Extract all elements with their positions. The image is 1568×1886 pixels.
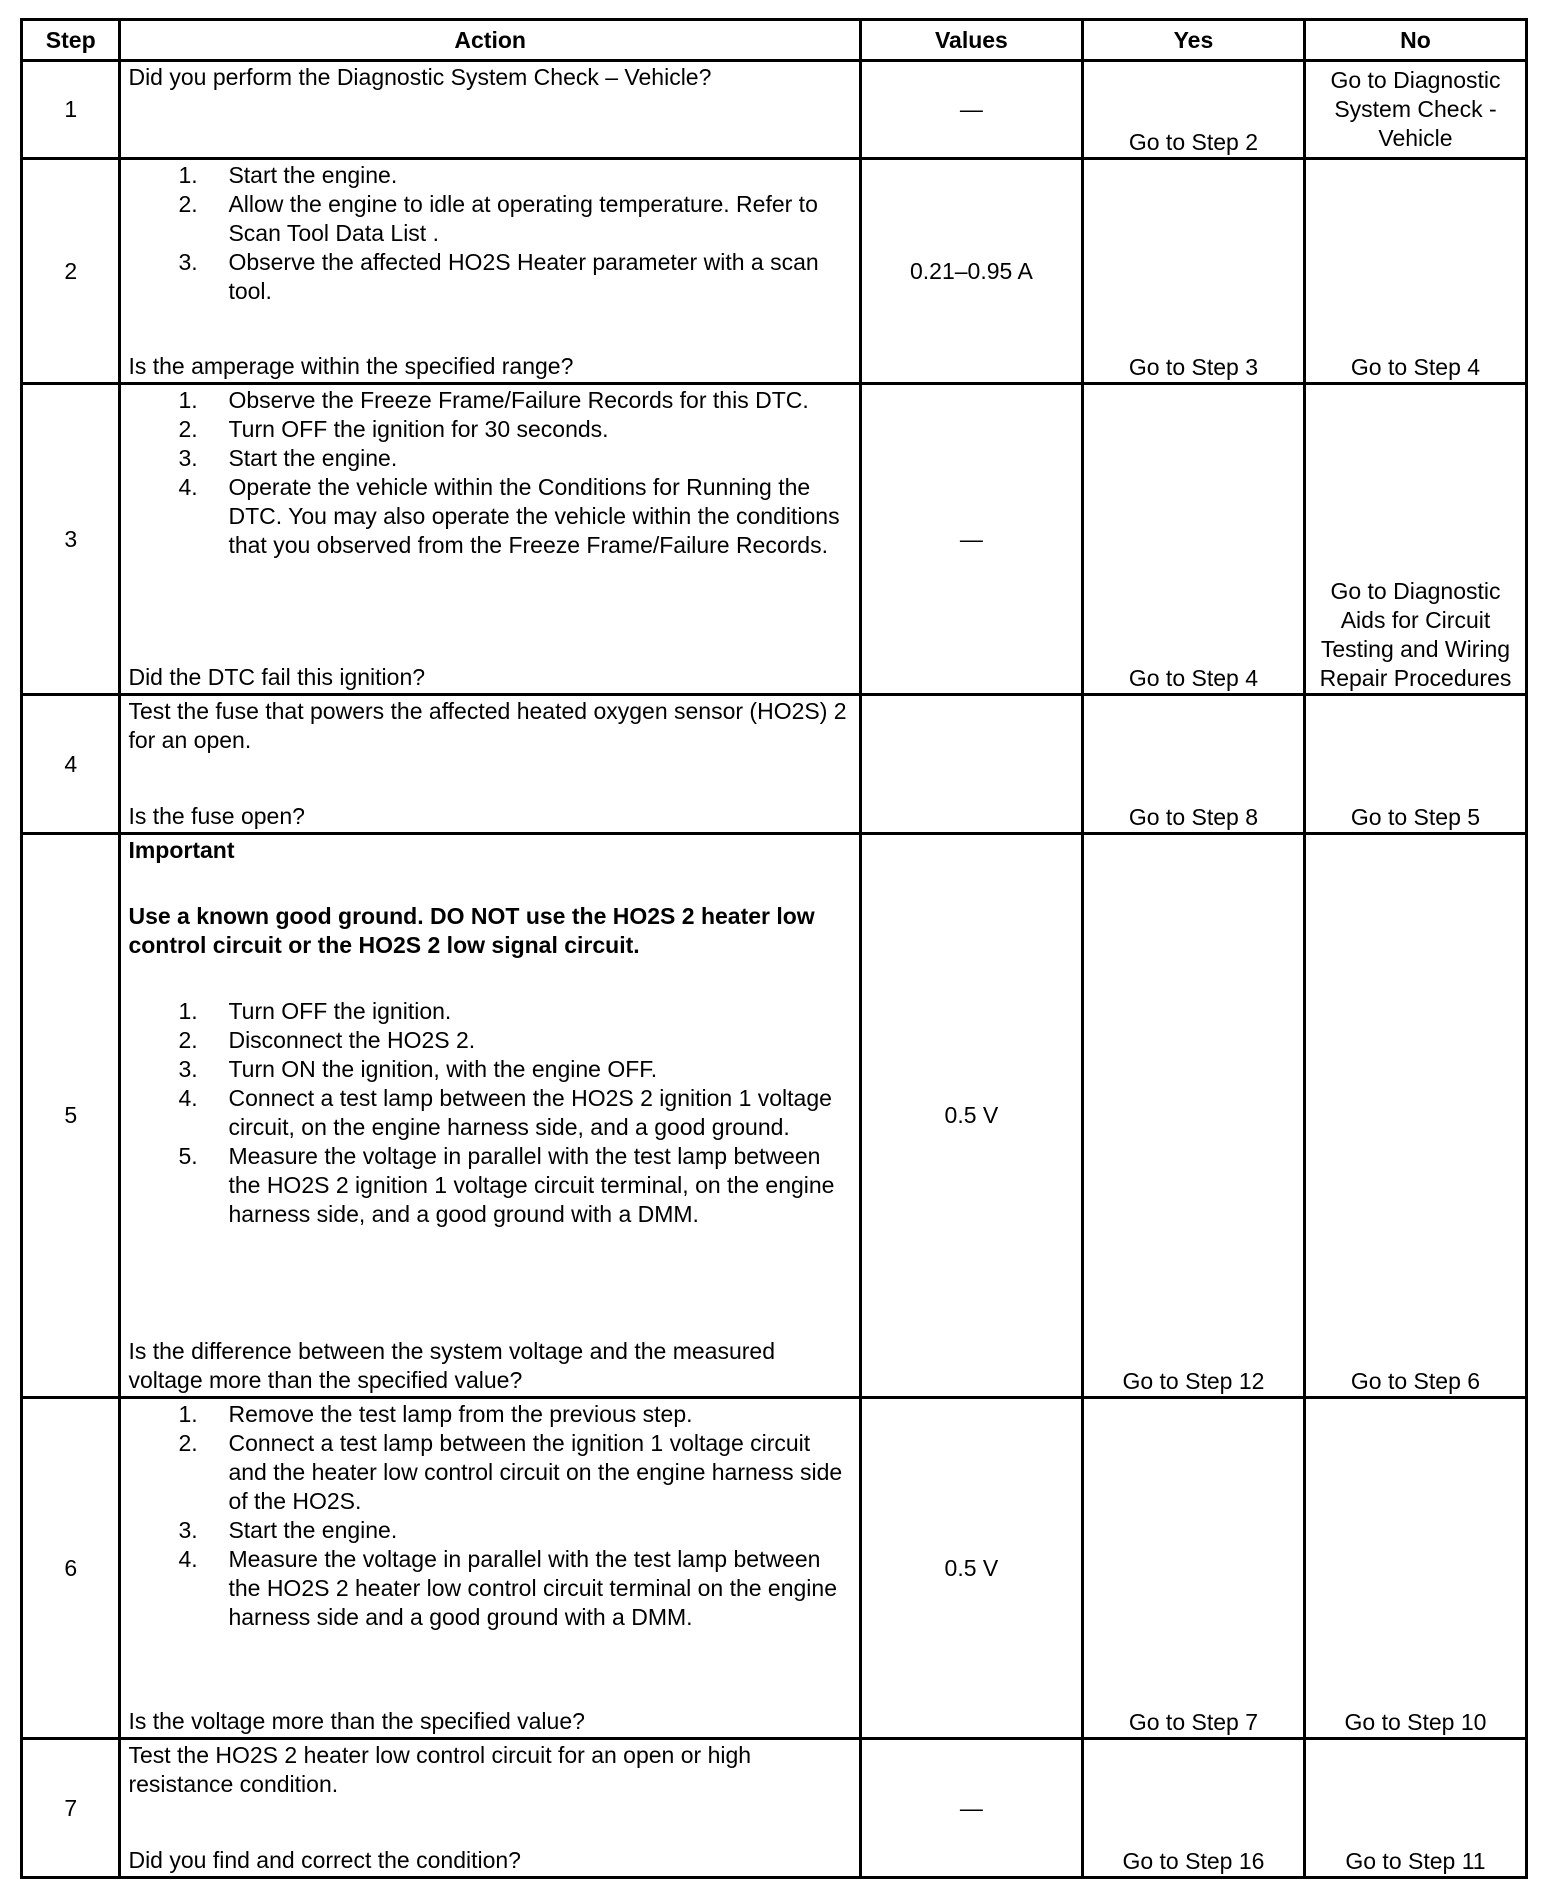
values-cell: — xyxy=(860,61,1082,159)
action-cell xyxy=(120,61,860,159)
action-cell xyxy=(120,159,860,384)
header-values: Values xyxy=(860,20,1082,61)
question-text: Is the amperage within the specified range? xyxy=(128,353,574,379)
list-item: 1. Remove the test lamp from the previous step. xyxy=(178,1401,693,1427)
step-number: 6 xyxy=(22,1398,120,1739)
list-item: 1. Start the engine. xyxy=(178,162,398,188)
no-cell: Go to Step 11 xyxy=(1304,1739,1526,1878)
step-number: 1 xyxy=(22,61,120,159)
values-cell: — xyxy=(860,384,1082,695)
yes-cell: Go to Step 8 xyxy=(1082,695,1304,834)
important-label: Important xyxy=(128,837,235,863)
yes-cell: Go to Step 4 xyxy=(1082,384,1304,695)
question-text: Is the voltage more than the specified value? xyxy=(128,1708,585,1734)
list-item: 2. Connect a test lamp between the ignition 1 voltage circuit and the heater low control circuit on the engine harness side of the HO2S. xyxy=(178,1430,843,1514)
list-item: 3. Observe the affected HO2S Heater parameter with a scan tool. xyxy=(178,249,819,304)
step-number: 2 xyxy=(22,159,120,384)
step-number: 3 xyxy=(22,384,120,695)
yes-cell: Go to Step 7 xyxy=(1082,1398,1304,1739)
no-cell: Go to Diagnostic System Check - Vehicle xyxy=(1304,61,1526,159)
header-action: Action xyxy=(120,20,860,61)
question-text: Is the fuse open? xyxy=(128,803,305,829)
header-step: Step xyxy=(22,20,120,61)
step-number: 4 xyxy=(22,695,120,834)
list-item: 4. Measure the voltage in parallel with the test lamp between the HO2S 2 heater low control circuit terminal on the engine harness side and a good ground with a DMM. xyxy=(178,1546,837,1630)
no-cell: Go to Step 5 xyxy=(1304,695,1526,834)
important-text: Use a known good ground. DO NOT use the HO2S 2 heater low control circuit or the HO2S 2 low signal circuit. xyxy=(128,903,815,958)
list-item: 5. Measure the voltage in parallel with the test lamp between the HO2S 2 ignition 1 voltage circuit terminal, on the engine harness side, and a good ground with a DMM. xyxy=(178,1143,835,1227)
action-text: Did you perform the Diagnostic System Check – Vehicle? xyxy=(128,64,712,90)
procedure-list xyxy=(128,161,850,306)
yes-cell: Go to Step 16 xyxy=(1082,1739,1304,1878)
yes-cell: Go to Step 12 xyxy=(1082,834,1304,1398)
header-yes: Yes xyxy=(1082,20,1304,61)
list-item: 1. Turn OFF the ignition. xyxy=(178,998,452,1024)
list-item: 2. Allow the engine to idle at operating temperature. Refer to Scan Tool Data List . xyxy=(178,191,818,246)
list-item: 3. Turn ON the ignition, with the engine OFF. xyxy=(178,1056,658,1082)
no-cell: Go to Step 4 xyxy=(1304,159,1526,384)
action-text: Test the fuse that powers the affected heated oxygen sensor (HO2S) 2 for an open. xyxy=(128,698,847,753)
table-row xyxy=(22,384,1527,695)
yes-cell: Go to Step 2 xyxy=(1082,61,1304,159)
question-text: Did the DTC fail this ignition? xyxy=(128,664,426,690)
values-cell: 0.5 V xyxy=(860,834,1082,1398)
list-item: 4. Operate the vehicle within the Conditions for Running the DTC. You may also operate the vehicle within the conditions that you observed from the Freeze Frame/Failure Records. xyxy=(178,474,840,558)
header-no: No xyxy=(1304,20,1526,61)
table-row xyxy=(22,834,1527,1398)
no-cell: Go to Step 10 xyxy=(1304,1398,1526,1739)
table-row xyxy=(22,695,1527,834)
no-cell: Go to Diagnostic Aids for Circuit Testing and Wiring Repair Procedures xyxy=(1304,384,1526,695)
list-item: 2. Disconnect the HO2S 2. xyxy=(178,1027,476,1053)
step-number: 5 xyxy=(22,834,120,1398)
table-row xyxy=(22,1739,1527,1878)
values-cell xyxy=(860,695,1082,834)
table-row xyxy=(22,61,1527,159)
action-cell xyxy=(120,1398,860,1739)
procedure-list xyxy=(128,1400,850,1632)
step-number: 7 xyxy=(22,1739,120,1878)
action-cell xyxy=(120,695,860,834)
action-cell xyxy=(120,834,860,1398)
question-text: Is the difference between the system voltage and the measured voltage more than the specified value? xyxy=(128,1338,775,1393)
values-cell: 0.5 V xyxy=(860,1398,1082,1739)
values-cell: — xyxy=(860,1739,1082,1878)
table-row xyxy=(22,159,1527,384)
action-text: Test the HO2S 2 heater low control circuit for an open or high resistance condition. xyxy=(128,1742,752,1797)
procedure-list xyxy=(128,386,850,560)
action-cell xyxy=(120,1739,860,1878)
action-cell xyxy=(120,384,860,695)
yes-cell: Go to Step 3 xyxy=(1082,159,1304,384)
question-text: Did you find and correct the condition? xyxy=(128,1847,521,1873)
list-item: 1. Observe the Freeze Frame/Failure Records for this DTC. xyxy=(178,387,809,413)
list-item: 2. Turn OFF the ignition for 30 seconds. xyxy=(178,416,609,442)
list-item: 3. Start the engine. xyxy=(178,445,398,471)
procedure-list xyxy=(128,997,850,1229)
no-cell: Go to Step 6 xyxy=(1304,834,1526,1398)
header-row xyxy=(22,20,1527,61)
table-row xyxy=(22,1398,1527,1739)
diagnostic-table xyxy=(20,18,1528,1879)
list-item: 4. Connect a test lamp between the HO2S 2 ignition 1 voltage circuit, on the engine harness side, and a good ground. xyxy=(178,1085,832,1140)
values-cell: 0.21–0.95 A xyxy=(860,159,1082,384)
list-item: 3. Start the engine. xyxy=(178,1517,398,1543)
